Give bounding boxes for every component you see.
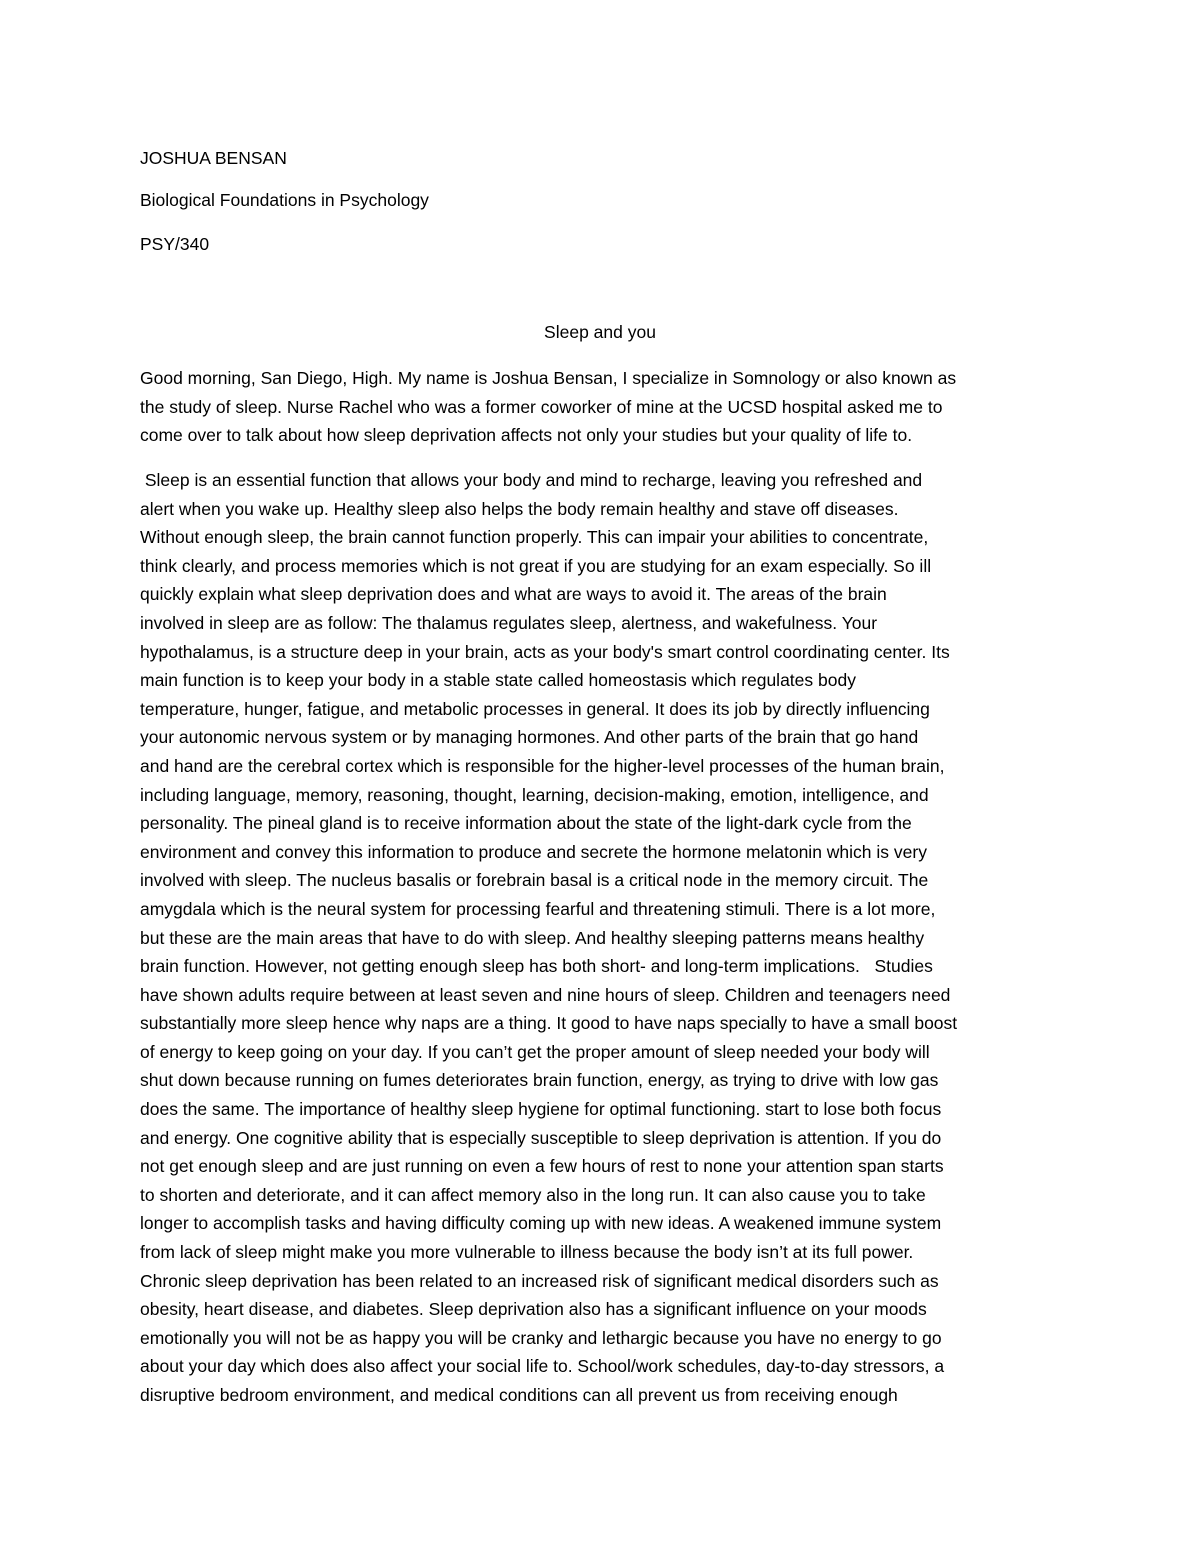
text-line: disruptive bedroom environment, and medical conditions can all prevent us from receiving enough [140, 1385, 898, 1405]
text-line: have shown adults require between at least seven and nine hours of sleep. Children and teenagers need [140, 984, 951, 1005]
text-line: think clearly, and process memories which is not great if you are studying for an exam especially. So ill [140, 555, 932, 576]
text-line: of energy to keep going on your day. If you can’t get the proper amount of sleep needed your body will [140, 1041, 930, 1062]
author-name: JOSHUA BENSAN [140, 148, 287, 168]
text-line: Sleep is an essential function that allows your body and mind to recharge, leaving you refreshed and [140, 470, 923, 490]
text-line: Chronic sleep deprivation has been related to an increased risk of significant medical disorders such as [140, 1270, 939, 1291]
course-code: PSY/340 [140, 234, 210, 254]
text-line: the study of sleep. Nurse Rachel who was a former coworker of mine at the UCSD hospital asked me to [140, 396, 943, 417]
paragraph-body [140, 466, 1062, 1410]
text-line: your autonomic nervous system or by managing hormones. And other parts of the brain that go hand [140, 727, 919, 748]
text-line: from lack of sleep might make you more vulnerable to illness because the body isn’t at its full power. [140, 1242, 914, 1263]
text-line: shut down because running on fumes deteriorates brain function, energy, as trying to drive with low gas [140, 1070, 939, 1091]
text-line: Without enough sleep, the brain cannot function properly. This can impair your abilities to concentrate, [140, 527, 929, 548]
text-line: and hand are the cerebral cortex which is responsible for the higher-level processes of the human brain, [140, 755, 945, 776]
text-line: alert when you wake up. Healthy sleep also helps the body remain healthy and stave off diseases. [140, 498, 899, 519]
text-line: not get enough sleep and are just running on even a few hours of rest to none your attention span starts [140, 1156, 944, 1177]
course-name: Biological Foundations in Psychology [140, 190, 429, 210]
text-line: but these are the main areas that have to do with sleep. And healthy sleeping patterns means healthy [140, 927, 925, 948]
text-line: quickly explain what sleep deprivation does and what are ways to avoid it. The areas of the brain [140, 584, 887, 605]
text-line: temperature, hunger, fatigue, and metabolic processes in general. It does its job by directly influencing [140, 698, 930, 719]
text-line: to shorten and deteriorate, and it can affect memory also in the long run. It can also cause you to take [140, 1184, 926, 1205]
text-line: environment and convey this information to produce and secrete the hormone melatonin which is very [140, 841, 927, 862]
text-line: obesity, heart disease, and diabetes. Sleep deprivation also has a significant influence on your moods [140, 1299, 927, 1320]
text-line: personality. The pineal gland is to receive information about the state of the light-dark cycle from the [140, 813, 912, 834]
text-line: emotionally you will not be as happy you will be cranky and lethargic because you have no energy to go [140, 1327, 942, 1348]
text-line: does the same. The importance of healthy sleep hygiene for optimal functioning. start to lose both focus [140, 1099, 942, 1120]
text-line: Good morning, San Diego, High. My name is Joshua Bensan, I specialize in Somnology or also known as [140, 368, 957, 388]
document-title: Sleep and you [544, 322, 656, 342]
text-line: about your day which does also affect your social life to. School/work schedules, day-to-day stressors, a [140, 1356, 945, 1377]
text-line: and energy. One cognitive ability that is especially susceptible to sleep deprivation is attention. If you do [140, 1127, 942, 1148]
text-line: including language, memory, reasoning, thought, learning, decision-making, emotion, intelligence, and [140, 784, 929, 805]
text-line: longer to accomplish tasks and having difficulty coming up with new ideas. A weakened immune system [140, 1213, 942, 1234]
text-line: hypothalamus, is a structure deep in your brain, acts as your body's smart control coordinating center. Its [140, 641, 950, 662]
paragraph-intro [140, 364, 1062, 450]
text-line: main function is to keep your body in a stable state called homeostasis which regulates body [140, 670, 856, 691]
text-line: involved with sleep. The nucleus basalis or forebrain basal is a critical node in the memory circuit. The [140, 870, 929, 891]
text-line: brain function. However, not getting enough sleep has both short- and long-term implications. Studies [140, 956, 933, 977]
text-line: come over to talk about how sleep deprivation affects not only your studies but your quality of life to. [140, 425, 913, 446]
text-line: involved in sleep are as follow: The thalamus regulates sleep, alertness, and wakefulness. Your [140, 612, 878, 633]
text-line: amygdala which is the neural system for processing fearful and threatening stimuli. There is a lot more, [140, 898, 936, 919]
text-line: substantially more sleep hence why naps are a thing. It good to have naps specially to have a small boost [140, 1013, 958, 1034]
